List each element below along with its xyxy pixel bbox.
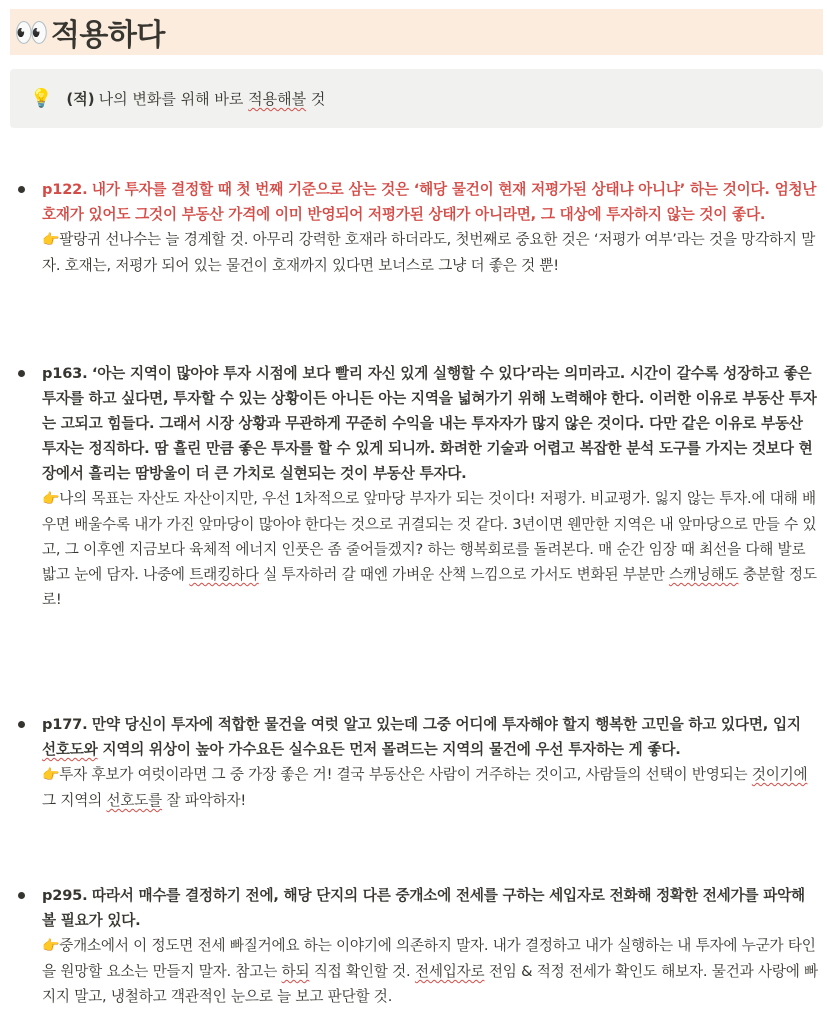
reflection-note-pre: 나의 목표는 자산도 자산이지만, 우선 1차적으로 앞마당 부자가 되는 것이다! 저평가. 비교평가. 잃지 않는 투자.에 대해 배우면 배울수록 내가 가진 앞마당이 많아야 한다는 것으로 귀결되는 것 같다. 3년이면 웬만한 지역은 내 앞마당으로 만들 수 있고, 그 이후엔 지금보다 육체적 에너지 인풋은 좀 줄어들겠지? 하는 행복회로를 돌려본다. 매 순간 임장 때 최선을 다해 발로 밟고 눈에 담자. 나중에 (42, 490, 817, 583)
callout-text-post: 것 (306, 90, 326, 108)
book-quote: ‘아는 지역이 많아야 투자 시점에 보다 빨리 자신 있게 실행할 수 있다’라는 의미라고. 시간이 갈수록 성장하고 좋은 투자를 하고 싶다면, 투자할 수 있는 상황이든 아니든 아는 지역을 넓혀가기 위해 노력해야 한다. 이러한 이유로 부동산 투자는 고되고 힘들다. 그래서 시장 상황과 무관하게 꾸준히 수익을 내는 투자자가 많지 않은 것이다. 다만 같은 이유로 부동산 투자는 정직하다. 땀 흘린 만큼 좋은 투자를 할 수 있게 되니까. 화려한 기술과 어렵고 복잡한 분석 도구를 가지는 것보다 현장에서 흘리는 땀방울이 더 큰 가치로 실현되는 것이 부동산 투자다. (42, 365, 817, 482)
reflection-note-mid: 그 지역의 (42, 792, 107, 809)
reflection-note-underlined: 선호도를 (106, 792, 163, 809)
book-quote-post: 지역의 위상이 높아 가수요든 실수요든 먼저 몰려드는 지역의 물건에 우선 투자하는 게 좋다. (97, 741, 681, 758)
reflection-note-mid: 직접 확인할 것. (309, 963, 415, 980)
page-number: p295. (42, 887, 88, 904)
reflection-note: 팔랑귀 선나수는 늘 경계할 것. 아무리 강력한 호재라 하더라도, 첫번째로 중요한 것은 ‘저평가 여부’라는 것을 망각하지 말자. 호재는, 저평가 되어 있는 물건이 호재까지 있다면 보너스로 그냥 더 좋은 것 뿐! (42, 231, 816, 274)
book-quote-pre: 만약 당신이 투자에 적합한 물건을 여럿 알고 있는데 그중 어디에 투자해야 할지 행복한 고민을 하고 있다면, 입지 (91, 716, 801, 733)
reflection-note-mid: 실 투자하러 갈 때엔 가벼운 산책 느낌으로 가서도 변화된 부분만 (258, 566, 669, 583)
reflection-note-underlined: 트래킹하다 (189, 566, 259, 583)
reflection-note-underlined: 하되 (281, 963, 310, 980)
lightbulb-icon: 💡 (30, 88, 53, 109)
page-heading (10, 9, 823, 55)
reflection-note-underlined: 스캐닝해도 (668, 566, 739, 583)
bullet-dot (18, 892, 25, 899)
book-quote: 내가 투자를 결정할 때 첫 번째 기준으로 삼는 것은 ‘해당 물건이 현재 저평가된 상태냐 아니냐’ 하는 것이다. 엄청난 호재가 있어도 그것이 부동산 가격에 이미 반영되어 저평가된 상태가 아니라면, 그 대상에 투자하지 않는 것이 좋다. (42, 181, 817, 223)
page-number: p163. (42, 365, 88, 382)
bullet-dot (18, 370, 25, 377)
page-number: p177. (42, 716, 88, 733)
pointing-hand-icon: 👉 (42, 938, 60, 954)
reflection-note-underlined: 것이기에 (751, 766, 808, 783)
callout-text-pre: 나의 변화를 위해 바로 (98, 90, 249, 108)
book-quote-underlined: 선호도와 (42, 741, 98, 758)
bullet-dot (18, 721, 25, 728)
callout-text (66, 88, 325, 109)
pointing-hand-icon: 👉 (42, 232, 60, 248)
reflection-note-post: 잘 파악하자! (162, 792, 247, 809)
reflection-note-pre: 투자 후보가 여럿이라면 그 중 가장 좋은 거! 결국 부동산은 사람이 거주하는 것이고, 사람들의 선택이 반영되는 (59, 766, 752, 783)
list-item-body (42, 883, 818, 1009)
eyes-emoji-icon: 👀 (14, 15, 49, 49)
reflection-note-pre: 중개소에서 이 정도면 전세 빠질거에요 하는 이야기에 의존하지 말자. 내가 결정하고 내가 실행하는 내 투자에 누군가 타인을 원망할 요소는 만들지 말자. 참고는 (42, 937, 816, 980)
book-quote: 따라서 매수를 결정하기 전에, 해당 단지의 다른 중개소에 전세를 구하는 세입자로 전화해 정확한 전세가를 파악해 볼 필요가 있다. (42, 887, 805, 929)
list-item-body (42, 361, 818, 612)
reflection-note-post: 전임 & 적정 전세가 확인도 해보자. 물건과 사랑에 빠지지 말고, 냉철하고 객관적인 눈으로 늘 보고 판단할 것. (42, 963, 818, 1005)
page-title: 적용하다 (50, 18, 165, 53)
pointing-hand-icon: 👉 (42, 767, 60, 783)
reflection-note-underlined: 전세입자로 (414, 963, 485, 980)
callout-label: (적) (66, 90, 95, 108)
callout-text-underlined: 적용해볼 (248, 90, 307, 108)
list-item-body (42, 712, 818, 813)
list-item-body (42, 177, 818, 278)
page-number: p122. (42, 181, 88, 198)
callout-block (10, 69, 823, 128)
reflection-note-post: 충분할 정도로! (42, 566, 817, 608)
pointing-hand-icon: 👉 (42, 491, 60, 507)
bullet-dot (18, 186, 25, 193)
